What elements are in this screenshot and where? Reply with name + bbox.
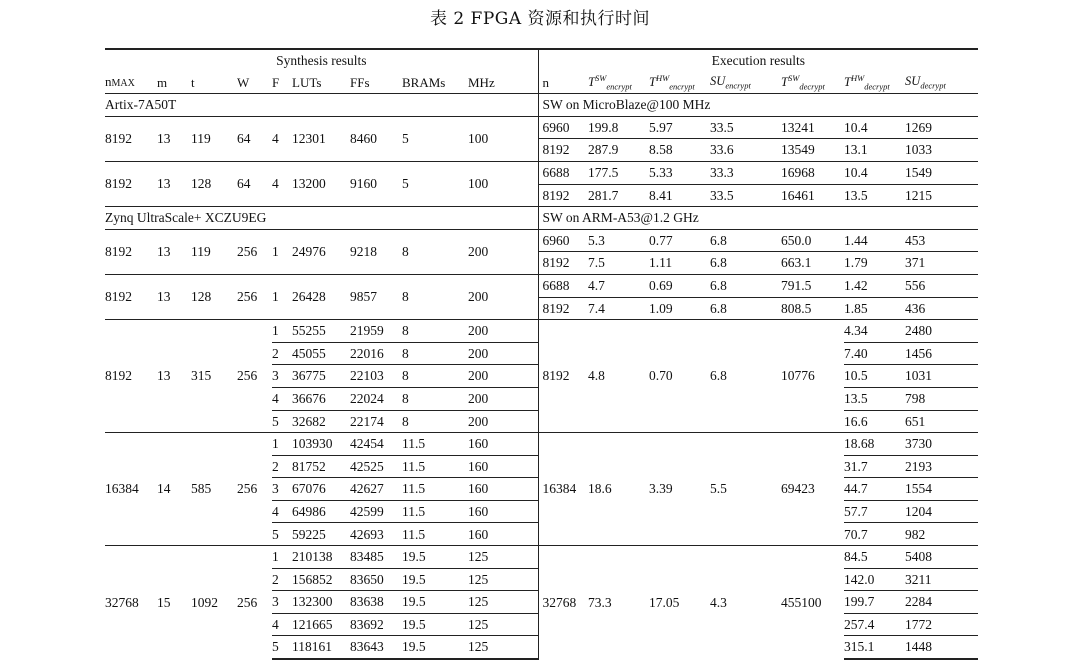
thw-encrypt-cell: 0.70 [649,320,710,433]
tsw-decrypt-cell: 13241 [781,116,844,139]
tsw-encrypt-cell: 4.8 [588,320,649,433]
sw-platform-label: SW on ARM-A53@1.2 GHz [538,207,978,230]
thw-encrypt-cell: 1.09 [649,297,710,320]
nmax-cell: 16384 [105,433,157,546]
m-cell: 13 [157,229,191,274]
thw-decrypt-cell: 57.7 [844,500,905,523]
ffs-cell: 22024 [350,387,402,410]
mhz-cell: 200 [468,274,538,319]
su-decrypt-cell: 2284 [905,591,978,614]
table-row [105,546,978,569]
mhz-cell: 100 [468,116,538,161]
brams-cell: 8 [402,320,468,343]
m-cell: 15 [157,546,191,659]
su-decrypt-cell: 556 [905,274,978,297]
thw-decrypt-cell: 13.5 [844,184,905,207]
tsw-encrypt-cell: 18.6 [588,433,649,546]
su-decrypt-cell: 371 [905,252,978,275]
su-encrypt-cell: 33.3 [710,161,781,184]
su-decrypt-cell: 798 [905,387,978,410]
tsw-encrypt-cell: 5.3 [588,229,649,252]
table-caption: 表 2 FPGA 资源和执行时间 [429,9,651,29]
brams-cell: 19.5 [402,568,468,591]
table-row [105,116,978,139]
thw-decrypt-cell: 1.85 [844,297,905,320]
luts-cell: 24976 [292,229,350,274]
t-cell: 585 [191,433,237,546]
thw-encrypt-cell: 5.33 [649,161,710,184]
su-decrypt-cell: 1772 [905,613,978,636]
luts-cell: 36676 [292,387,350,410]
fpga-results-table [105,48,978,660]
mhz-cell: 125 [468,546,538,569]
tsw-decrypt-cell: 13549 [781,139,844,162]
luts-cell: 156852 [292,568,350,591]
luts-cell: 132300 [292,591,350,614]
thw-decrypt-cell: 1.44 [844,229,905,252]
brams-cell: 19.5 [402,591,468,614]
m-cell: 13 [157,116,191,161]
tsw-decrypt-cell: 650.0 [781,229,844,252]
su-decrypt-cell: 436 [905,297,978,320]
brams-cell: 11.5 [402,455,468,478]
mhz-cell: 125 [468,568,538,591]
w-cell: 256 [237,546,272,659]
su-decrypt-cell: 1031 [905,365,978,388]
col-luts: LUTs [292,72,350,94]
su-decrypt-cell: 1549 [905,161,978,184]
thw-decrypt-cell: 10.4 [844,161,905,184]
brams-cell: 8 [402,274,468,319]
t-cell: 119 [191,229,237,274]
luts-cell: 103930 [292,433,350,456]
brams-cell: 5 [402,161,468,206]
nmax-cell: 8192 [105,116,157,161]
f-cell: 5 [272,410,292,433]
su-decrypt-cell: 2193 [905,455,978,478]
brams-cell: 8 [402,229,468,274]
thw-encrypt-cell: 8.41 [649,184,710,207]
tsw-decrypt-cell: 808.5 [781,297,844,320]
brams-cell: 11.5 [402,523,468,546]
tsw-encrypt-cell: 7.5 [588,252,649,275]
execution-header: Execution results [538,49,978,72]
brams-cell: 5 [402,116,468,161]
su-decrypt-cell: 2480 [905,320,978,343]
brams-cell: 19.5 [402,613,468,636]
table-row [105,229,978,252]
tsw-encrypt-cell: 177.5 [588,161,649,184]
mhz-cell: 160 [468,433,538,456]
f-cell: 4 [272,500,292,523]
col-su-encrypt: $SU_{encrypt}$ [710,72,781,94]
brams-cell: 8 [402,365,468,388]
su-encrypt-cell: 6.8 [710,229,781,252]
column-header-row [105,72,978,94]
luts-cell: 59225 [292,523,350,546]
t-cell: 128 [191,274,237,319]
luts-cell: 64986 [292,500,350,523]
n-cell: 32768 [538,546,588,659]
ffs-cell: 9857 [350,274,402,319]
synthesis-header: Synthesis results [105,49,538,72]
m-cell: 14 [157,433,191,546]
mhz-cell: 200 [468,387,538,410]
luts-cell: 45055 [292,342,350,365]
brams-cell: 11.5 [402,500,468,523]
col-f: F [272,72,292,94]
ffs-cell: 8460 [350,116,402,161]
thw-encrypt-cell: 17.05 [649,546,710,659]
n-cell: 8192 [538,320,588,433]
f-cell: 1 [272,229,292,274]
w-cell: 256 [237,229,272,274]
luts-cell: 26428 [292,274,350,319]
thw-encrypt-cell: 1.11 [649,252,710,275]
m-cell: 13 [157,320,191,433]
mhz-cell: 200 [468,229,538,274]
ffs-cell: 83650 [350,568,402,591]
f-cell: 2 [272,568,292,591]
col-t: t [191,72,237,94]
luts-cell: 121665 [292,613,350,636]
m-cell: 13 [157,274,191,319]
luts-cell: 13200 [292,161,350,206]
f-cell: 3 [272,365,292,388]
ffs-cell: 83485 [350,546,402,569]
thw-decrypt-cell: 1.79 [844,252,905,275]
thw-encrypt-cell: 8.58 [649,139,710,162]
tsw-decrypt-cell: 791.5 [781,274,844,297]
ffs-cell: 22016 [350,342,402,365]
tsw-decrypt-cell: 663.1 [781,252,844,275]
t-cell: 315 [191,320,237,433]
thw-decrypt-cell: 4.34 [844,320,905,343]
thw-decrypt-cell: 13.5 [844,387,905,410]
tsw-decrypt-cell: 10776 [781,320,844,433]
thw-decrypt-cell: 84.5 [844,546,905,569]
thw-encrypt-cell: 0.69 [649,274,710,297]
n-cell: 6688 [538,161,588,184]
n-cell: 16384 [538,433,588,546]
brams-cell: 19.5 [402,636,468,659]
w-cell: 256 [237,320,272,433]
col-nmax: nMAX [105,72,157,94]
col-tsw-decrypt: $T^{SW}_{decrypt}$ [781,72,844,94]
su-decrypt-cell: 5408 [905,546,978,569]
tsw-encrypt-cell: 281.7 [588,184,649,207]
f-cell: 1 [272,546,292,569]
mhz-cell: 160 [468,455,538,478]
brams-cell: 11.5 [402,433,468,456]
n-cell: 8192 [538,297,588,320]
nmax-cell: 8192 [105,229,157,274]
su-encrypt-cell: 6.8 [710,252,781,275]
col-su-decrypt: $SU_{decrypt}$ [905,72,978,94]
n-cell: 8192 [538,184,588,207]
ffs-cell: 83643 [350,636,402,659]
mhz-cell: 200 [468,342,538,365]
f-cell: 4 [272,613,292,636]
mhz-cell: 160 [468,478,538,501]
nmax-cell: 8192 [105,161,157,206]
su-decrypt-cell: 3730 [905,433,978,456]
table-row [105,161,978,184]
thw-decrypt-cell: 142.0 [844,568,905,591]
nmax-cell: 8192 [105,274,157,319]
col-tsw-encrypt: $T^{SW}_{encrypt}$ [588,72,649,94]
su-decrypt-cell: 1554 [905,478,978,501]
section-header-row [105,207,978,230]
luts-cell: 32682 [292,410,350,433]
tsw-decrypt-cell: 69423 [781,433,844,546]
su-decrypt-cell: 1033 [905,139,978,162]
group-header-row [105,49,978,72]
f-cell: 4 [272,116,292,161]
su-decrypt-cell: 3211 [905,568,978,591]
luts-cell: 12301 [292,116,350,161]
table-row [105,274,978,297]
su-decrypt-cell: 982 [905,523,978,546]
tsw-decrypt-cell: 16461 [781,184,844,207]
w-cell: 256 [237,433,272,546]
t-cell: 128 [191,161,237,206]
f-cell: 1 [272,320,292,343]
mhz-cell: 200 [468,410,538,433]
sw-platform-label: SW on MicroBlaze@100 MHz [538,94,978,117]
thw-decrypt-cell: 44.7 [844,478,905,501]
su-decrypt-cell: 1269 [905,116,978,139]
thw-encrypt-cell: 0.77 [649,229,710,252]
su-decrypt-cell: 1456 [905,342,978,365]
thw-decrypt-cell: 13.1 [844,139,905,162]
f-cell: 5 [272,636,292,659]
thw-decrypt-cell: 199.7 [844,591,905,614]
ffs-cell: 42693 [350,523,402,546]
col-ffs: FFs [350,72,402,94]
thw-decrypt-cell: 18.68 [844,433,905,456]
tsw-encrypt-cell: 287.9 [588,139,649,162]
su-decrypt-cell: 1215 [905,184,978,207]
thw-decrypt-cell: 16.6 [844,410,905,433]
f-cell: 3 [272,591,292,614]
su-decrypt-cell: 1204 [905,500,978,523]
ffs-cell: 42627 [350,478,402,501]
mhz-cell: 100 [468,161,538,206]
luts-cell: 55255 [292,320,350,343]
mhz-cell: 200 [468,320,538,343]
platform-label: Artix-7A50T [105,94,538,117]
thw-encrypt-cell: 3.39 [649,433,710,546]
su-decrypt-cell: 453 [905,229,978,252]
t-cell: 1092 [191,546,237,659]
col-m: m [157,72,191,94]
f-cell: 2 [272,455,292,478]
col-mhz: MHz [468,72,538,94]
table-row [105,320,978,343]
nmax-cell: 32768 [105,546,157,659]
thw-encrypt-cell: 5.97 [649,116,710,139]
brams-cell: 19.5 [402,546,468,569]
thw-decrypt-cell: 1.42 [844,274,905,297]
w-cell: 64 [237,161,272,206]
tsw-encrypt-cell: 4.7 [588,274,649,297]
col-n: n [538,72,588,94]
su-encrypt-cell: 6.8 [710,320,781,433]
n-cell: 6960 [538,229,588,252]
tsw-encrypt-cell: 7.4 [588,297,649,320]
su-decrypt-cell: 651 [905,410,978,433]
table-row [105,433,978,456]
luts-cell: 81752 [292,455,350,478]
su-encrypt-cell: 33.6 [710,139,781,162]
tsw-decrypt-cell: 16968 [781,161,844,184]
tsw-decrypt-cell: 455100 [781,546,844,659]
f-cell: 5 [272,523,292,546]
n-cell: 8192 [538,252,588,275]
luts-cell: 118161 [292,636,350,659]
ffs-cell: 22103 [350,365,402,388]
w-cell: 256 [237,274,272,319]
col-thw-decrypt: $T^{HW}_{decrypt}$ [844,72,905,94]
ffs-cell: 21959 [350,320,402,343]
n-cell: 8192 [538,139,588,162]
col-thw-encrypt: $T^{HW}_{encrypt}$ [649,72,710,94]
mhz-cell: 125 [468,591,538,614]
thw-decrypt-cell: 31.7 [844,455,905,478]
ffs-cell: 9160 [350,161,402,206]
f-cell: 4 [272,387,292,410]
f-cell: 2 [272,342,292,365]
brams-cell: 11.5 [402,478,468,501]
f-cell: 1 [272,274,292,319]
ffs-cell: 83638 [350,591,402,614]
thw-decrypt-cell: 7.40 [844,342,905,365]
luts-cell: 36775 [292,365,350,388]
ffs-cell: 42454 [350,433,402,456]
brams-cell: 8 [402,410,468,433]
mhz-cell: 125 [468,636,538,659]
f-cell: 1 [272,433,292,456]
mhz-cell: 200 [468,365,538,388]
t-cell: 119 [191,116,237,161]
su-encrypt-cell: 5.5 [710,433,781,546]
n-cell: 6960 [538,116,588,139]
col-brams: BRAMs [402,72,468,94]
luts-cell: 67076 [292,478,350,501]
tsw-encrypt-cell: 199.8 [588,116,649,139]
su-encrypt-cell: 4.3 [710,546,781,659]
f-cell: 4 [272,161,292,206]
m-cell: 13 [157,161,191,206]
section-header-row [105,94,978,117]
mhz-cell: 125 [468,613,538,636]
mhz-cell: 160 [468,500,538,523]
ffs-cell: 9218 [350,229,402,274]
thw-decrypt-cell: 257.4 [844,613,905,636]
su-encrypt-cell: 33.5 [710,184,781,207]
su-encrypt-cell: 6.8 [710,297,781,320]
thw-decrypt-cell: 10.4 [844,116,905,139]
n-cell: 6688 [538,274,588,297]
su-encrypt-cell: 6.8 [710,274,781,297]
w-cell: 64 [237,116,272,161]
thw-decrypt-cell: 10.5 [844,365,905,388]
thw-decrypt-cell: 70.7 [844,523,905,546]
col-w: W [237,72,272,94]
ffs-cell: 83692 [350,613,402,636]
brams-cell: 8 [402,342,468,365]
brams-cell: 8 [402,387,468,410]
luts-cell: 210138 [292,546,350,569]
f-cell: 3 [272,478,292,501]
tsw-encrypt-cell: 73.3 [588,546,649,659]
ffs-cell: 22174 [350,410,402,433]
ffs-cell: 42525 [350,455,402,478]
su-decrypt-cell: 1448 [905,636,978,659]
platform-label: Zynq UltraScale+ XCZU9EG [105,207,538,230]
mhz-cell: 160 [468,523,538,546]
nmax-cell: 8192 [105,320,157,433]
su-encrypt-cell: 33.5 [710,116,781,139]
ffs-cell: 42599 [350,500,402,523]
thw-decrypt-cell: 315.1 [844,636,905,659]
